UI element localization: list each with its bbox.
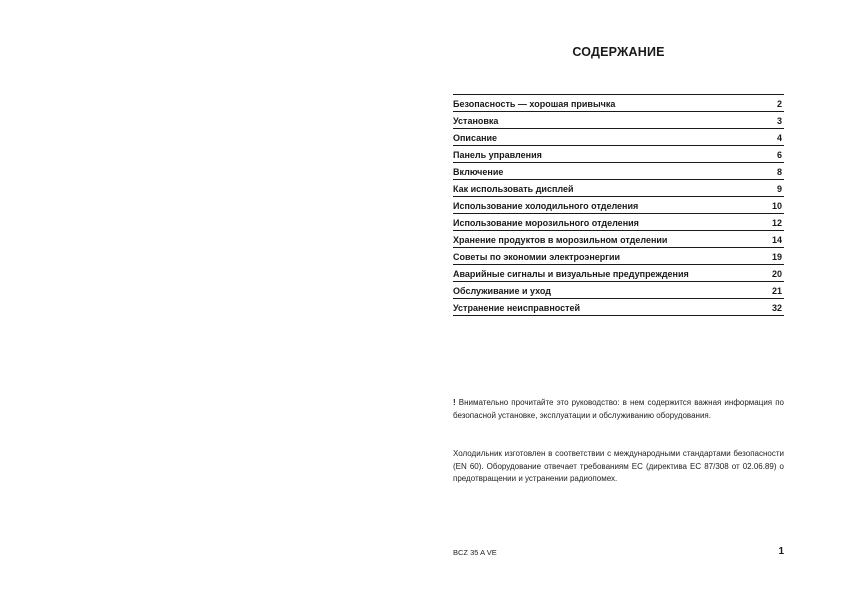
model-label: BCZ 35 A VE [453, 548, 497, 557]
toc-entry-label: Описание [453, 132, 498, 143]
toc-entry-page: 2 [776, 98, 782, 109]
toc-entry-label: Аварийные сигналы и визуальные предупреждения [453, 268, 689, 279]
toc-entry [453, 214, 784, 231]
toc-entry-page: 21 [771, 285, 782, 296]
toc-entry [453, 282, 784, 299]
toc-entry [453, 112, 784, 129]
toc-entry-page: 14 [771, 234, 782, 245]
toc-entry [453, 231, 784, 248]
toc-entry-page: 9 [776, 183, 782, 194]
toc-entry-page: 20 [771, 268, 782, 279]
warning-note-text: Внимательно прочитайте это руководство: в нем содержится важная информация по безопасной установке, эксплуатации и обслуживанию оборудования. [453, 398, 784, 420]
toc-entry [453, 197, 784, 214]
toc-entry [453, 129, 784, 146]
toc-entry-label: Использование холодильного отделения [453, 200, 639, 211]
toc-entry [453, 265, 784, 282]
toc-entry [453, 248, 784, 265]
page-number: 1 [778, 546, 784, 557]
toc-entry [453, 163, 784, 180]
toc-entry-label: Установка [453, 115, 499, 126]
toc-entry-label: Использование морозильного отделения [453, 217, 639, 228]
toc-entry-page: 3 [776, 115, 782, 126]
toc-entry-page: 32 [771, 302, 782, 313]
toc-entry [453, 146, 784, 163]
toc-entry [453, 180, 784, 197]
toc-entry-label: Устранение неисправностей [453, 302, 581, 313]
toc-entry-page: 19 [771, 251, 782, 262]
toc-entry-page: 4 [776, 132, 782, 143]
toc-entry-label: Как использовать дисплей [453, 183, 574, 194]
warning-mark: ! [453, 398, 456, 407]
toc-entry [453, 299, 784, 316]
warning-note [453, 397, 784, 422]
toc-entry-label: Хранение продуктов в морозильном отделении [453, 234, 668, 245]
page-title: СОДЕРЖАНИЕ [572, 45, 665, 59]
toc-entry-page: 6 [776, 149, 782, 160]
toc-entry-label: Безопасность — хорошая привычка [453, 98, 616, 109]
toc-entry-label: Советы по экономии электроэнергии [453, 251, 621, 262]
standards-note [453, 448, 784, 486]
toc-entry-label: Панель управления [453, 149, 542, 160]
toc-entry-page: 8 [776, 166, 782, 177]
toc-entry-label: Обслуживание и уход [453, 285, 551, 296]
toc-entry-page: 10 [771, 200, 782, 211]
toc-entry [453, 95, 784, 112]
table-of-contents [453, 94, 784, 316]
toc-entry-label: Включение [453, 166, 504, 177]
toc-entry-page: 12 [771, 217, 782, 228]
standards-note-text: Холодильник изготовлен в соответствии с международными стандартами безопасности (EN 60). Оборудование отвечает требованиям ЕС (директива ЕС 87/308 от 02.06.89) о предотвращении и устранении радиопомех. [453, 449, 784, 483]
